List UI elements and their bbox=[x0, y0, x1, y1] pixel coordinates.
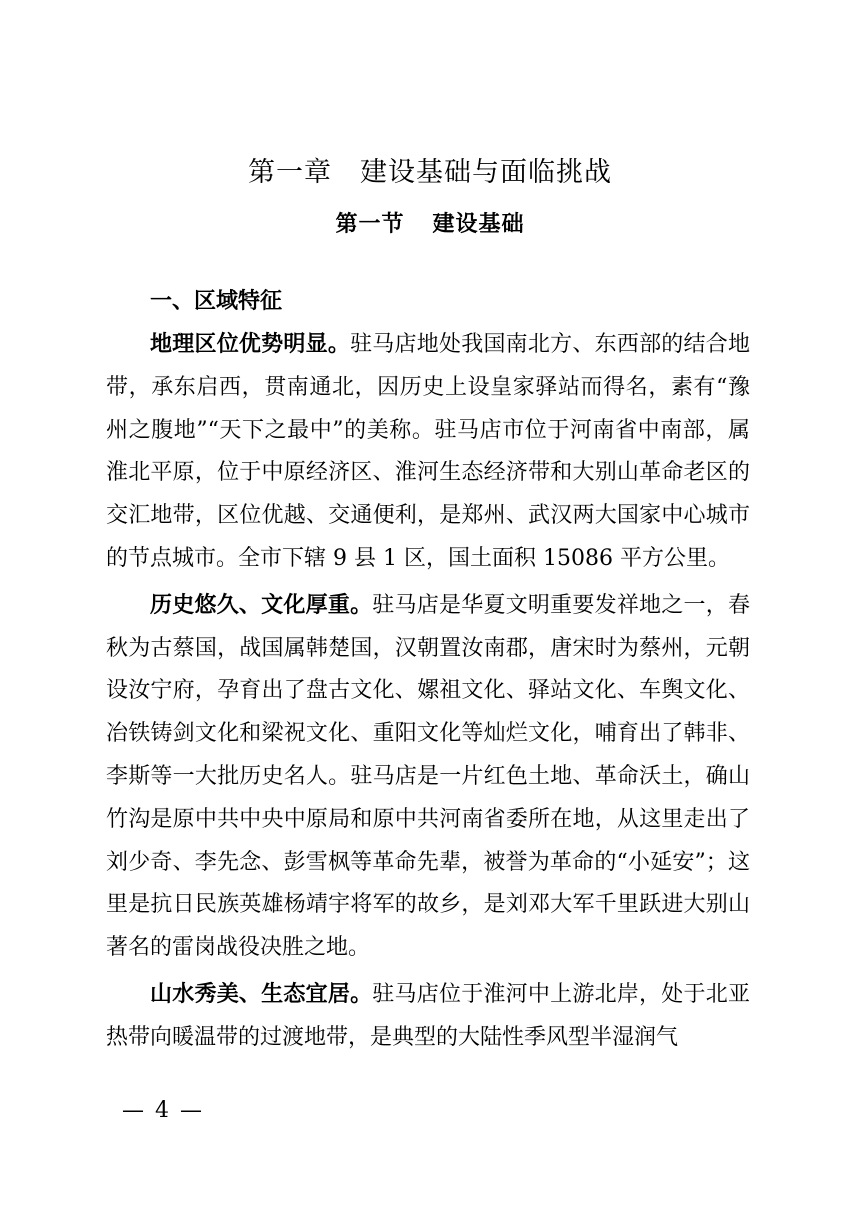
paragraph-lead: 历史悠久、文化厚重。 bbox=[150, 592, 373, 618]
paragraph-text: 驻马店位于淮河中上游北岸，处于北亚热带向暖温带的过渡地带，是典型的大陆性季风型半湿润气 bbox=[106, 981, 750, 1050]
paragraph-lead: 山水秀美、生态宜居。 bbox=[150, 981, 373, 1007]
page-number: — 4 — bbox=[122, 1098, 204, 1123]
document-body bbox=[106, 280, 750, 1060]
paragraph-text: 驻马店是华夏文明重要发祥地之一，春秋为古蔡国，战国属韩楚国，汉朝置汝南郡，唐宋时为蔡州，元朝设汝宁府，孕育出了盘古文化、嫘祖文化、驿站文化、车舆文化、冶铁铸剑文化和梁祝文化、重阳文化等灿烂文化，哺育出了韩非、李斯等一大批历史名人。驻马店是一片红色土地、革命沃土，确山竹沟是原中共中央中原局和原中共河南省委所在地，从这里走出了刘少奇、李先念、彭雪枫等革命先辈，被誉为革命的“小延安”；这里是抗日民族英雄杨靖宇将军的故乡，是刘邓大军千里跃进大别山著名的雷岗战役决胜之地。 bbox=[106, 592, 750, 961]
paragraph-lead: 地理区位优势明显。 bbox=[150, 332, 351, 357]
paragraph-ecology bbox=[106, 974, 750, 1060]
chapter-number: 第一章 bbox=[248, 157, 332, 188]
chapter-title-text: 建设基础与面临挑战 bbox=[360, 157, 612, 188]
chapter-title bbox=[0, 150, 860, 189]
section-title bbox=[0, 207, 860, 238]
subsection-heading: 一、区域特征 bbox=[150, 289, 283, 314]
paragraph-geography bbox=[106, 324, 750, 581]
paragraph-history bbox=[106, 585, 750, 970]
paragraph-text: 驻马店地处我国南北方、东西部的结合地带，承东启西，贯南通北，因历史上设皇家驿站而得名，素有“豫州之腹地”“天下之最中”的美称。驻马店市位于河南省中南部，属淮北平原，位于中原经济区、淮河生态经济带和大别山革命老区的交汇地带，区位优越、交通便利，是郑州、武汉两大国家中心城市的节点城市。全市下辖 9 县 1 区，国土面积 15086 平方公里。 bbox=[106, 332, 750, 571]
section-number: 第一节 bbox=[335, 212, 405, 237]
section-title-text: 建设基础 bbox=[432, 212, 525, 237]
